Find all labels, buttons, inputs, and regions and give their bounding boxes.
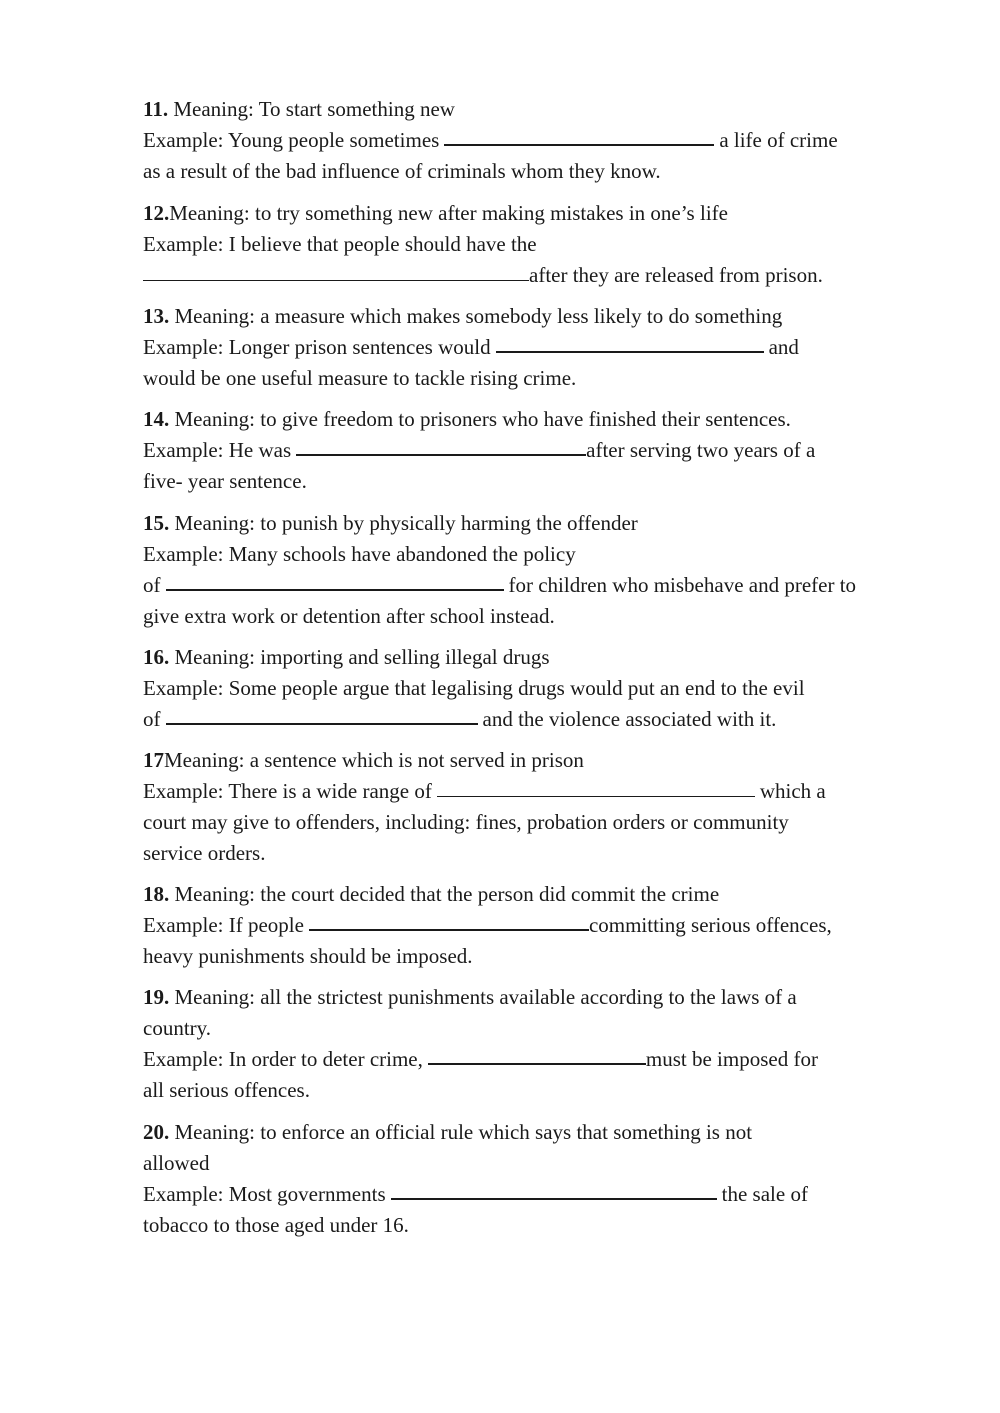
meaning-line (143, 404, 923, 435)
meaning-text: Meaning: a sentence which is not served in prison (164, 748, 584, 772)
example-line (143, 838, 923, 869)
meaning-line (143, 94, 923, 125)
question-number: 19. (143, 985, 170, 1009)
example-line (143, 229, 923, 260)
meaning-text: Meaning: to try something new after making mistakes in one’s life (169, 201, 728, 225)
example-line (143, 910, 923, 941)
example-text: Example: Young people sometimes (143, 128, 440, 152)
example-line (143, 435, 923, 466)
question-number: 15. (143, 511, 170, 535)
example-line (143, 363, 923, 394)
example-line (143, 570, 923, 601)
question-number: 14. (143, 407, 170, 431)
question-number: 11. (143, 97, 169, 121)
example-text: all serious offences. (143, 1078, 310, 1102)
example-line (143, 1210, 923, 1241)
example-text: tobacco to those aged under 16. (143, 1213, 409, 1237)
meaning-text: country. (143, 1016, 212, 1040)
example-text: court may give to offenders, including: fines, probation orders or community (143, 810, 789, 834)
meaning-text: Meaning: to give freedom to prisoners who have finished their sentences. (169, 407, 791, 431)
example-text: committing serious offences, (588, 913, 832, 937)
example-line (143, 156, 923, 187)
meaning-line (143, 745, 923, 776)
example-line (143, 673, 923, 704)
question-16 (143, 642, 923, 735)
question-number: 18. (143, 882, 170, 906)
example-text: Example: Some people argue that legalising drugs would put an end to the evil (143, 676, 805, 700)
question-20 (143, 1117, 923, 1241)
question-number: 20. (143, 1120, 170, 1144)
meaning-line (143, 1117, 923, 1148)
example-line (143, 704, 923, 735)
answer-blank[interactable] (496, 351, 764, 353)
example-line (143, 601, 923, 632)
example-text: must be imposed for (645, 1047, 818, 1071)
example-line (143, 539, 923, 570)
question-number: 16. (143, 645, 170, 669)
example-text: after serving two years of a (586, 438, 816, 462)
meaning-text: allowed (143, 1151, 210, 1175)
example-text: Example: I believe that people should have the (143, 232, 537, 256)
meaning-line (143, 198, 923, 229)
example-line (143, 1044, 923, 1075)
example-text: would be one useful measure to tackle rising crime. (143, 366, 577, 390)
meaning-line (143, 879, 923, 910)
example-text: as a result of the bad influence of criminals whom they know. (143, 159, 661, 183)
meaning-line (143, 508, 923, 539)
example-text: a life of crime (719, 128, 838, 152)
meaning-text: Meaning: to punish by physically harming the offender (169, 511, 638, 535)
meaning-text: Meaning: to enforce an official rule which says that something is not (169, 1120, 753, 1144)
question-19 (143, 982, 923, 1106)
example-text: Example: In order to deter crime, (143, 1047, 423, 1071)
question-13 (143, 301, 923, 394)
meaning-text: Meaning: all the strictest punishments available according to the laws of a (169, 985, 797, 1009)
example-text: the sale of (721, 1182, 808, 1206)
answer-blank[interactable] (143, 280, 529, 281)
question-15 (143, 508, 923, 632)
question-number: 17 (143, 748, 164, 772)
meaning-line (143, 642, 923, 673)
meaning-line (143, 1148, 923, 1179)
example-line (143, 1179, 923, 1210)
example-text: give extra work or detention after school instead. (143, 604, 555, 628)
example-line (143, 260, 923, 291)
example-text: of (143, 707, 161, 731)
question-18 (143, 879, 923, 972)
example-text: Example: Most governments (143, 1182, 386, 1206)
example-text: which a (759, 779, 826, 803)
answer-blank[interactable] (296, 454, 586, 456)
example-text: five- year sentence. (143, 469, 307, 493)
question-number: 13. (143, 304, 170, 328)
example-line (143, 807, 923, 838)
example-line (143, 125, 923, 156)
meaning-line (143, 301, 923, 332)
meaning-text: Meaning: To start something new (168, 97, 455, 121)
example-line (143, 776, 923, 807)
answer-blank[interactable] (444, 144, 714, 146)
example-line (143, 466, 923, 497)
example-text: Example: If people (143, 913, 304, 937)
example-text: for children who misbehave and prefer to (508, 573, 857, 597)
question-12 (143, 198, 923, 291)
question-11 (143, 94, 923, 187)
answer-blank[interactable] (166, 589, 504, 591)
answer-blank[interactable] (166, 723, 478, 725)
example-text: Example: Many schools have abandoned the policy (143, 542, 576, 566)
example-text: and (768, 335, 799, 359)
example-text: heavy punishments should be imposed. (143, 944, 473, 968)
example-line (143, 941, 923, 972)
example-text: of (143, 573, 161, 597)
meaning-text: Meaning: the court decided that the person did commit the crime (169, 882, 720, 906)
example-line (143, 332, 923, 363)
example-text: and the violence associated with it. (482, 707, 777, 731)
example-text: Example: There is a wide range of (143, 779, 432, 803)
answer-blank[interactable] (391, 1198, 717, 1200)
meaning-line (143, 1013, 923, 1044)
example-line (143, 1075, 923, 1106)
example-text: after they are released from prison. (529, 263, 823, 287)
meaning-line (143, 982, 923, 1013)
example-text: service orders. (143, 841, 266, 865)
question-14 (143, 404, 923, 497)
meaning-text: Meaning: importing and selling illegal drugs (169, 645, 550, 669)
answer-blank[interactable] (437, 796, 755, 797)
answer-blank[interactable] (309, 929, 589, 931)
question-number: 12. (143, 201, 170, 225)
example-text: Example: He was (143, 438, 292, 462)
question-17 (143, 745, 923, 869)
example-text: Example: Longer prison sentences would (143, 335, 491, 359)
answer-blank[interactable] (428, 1063, 646, 1065)
meaning-text: Meaning: a measure which makes somebody less likely to do something (169, 304, 783, 328)
